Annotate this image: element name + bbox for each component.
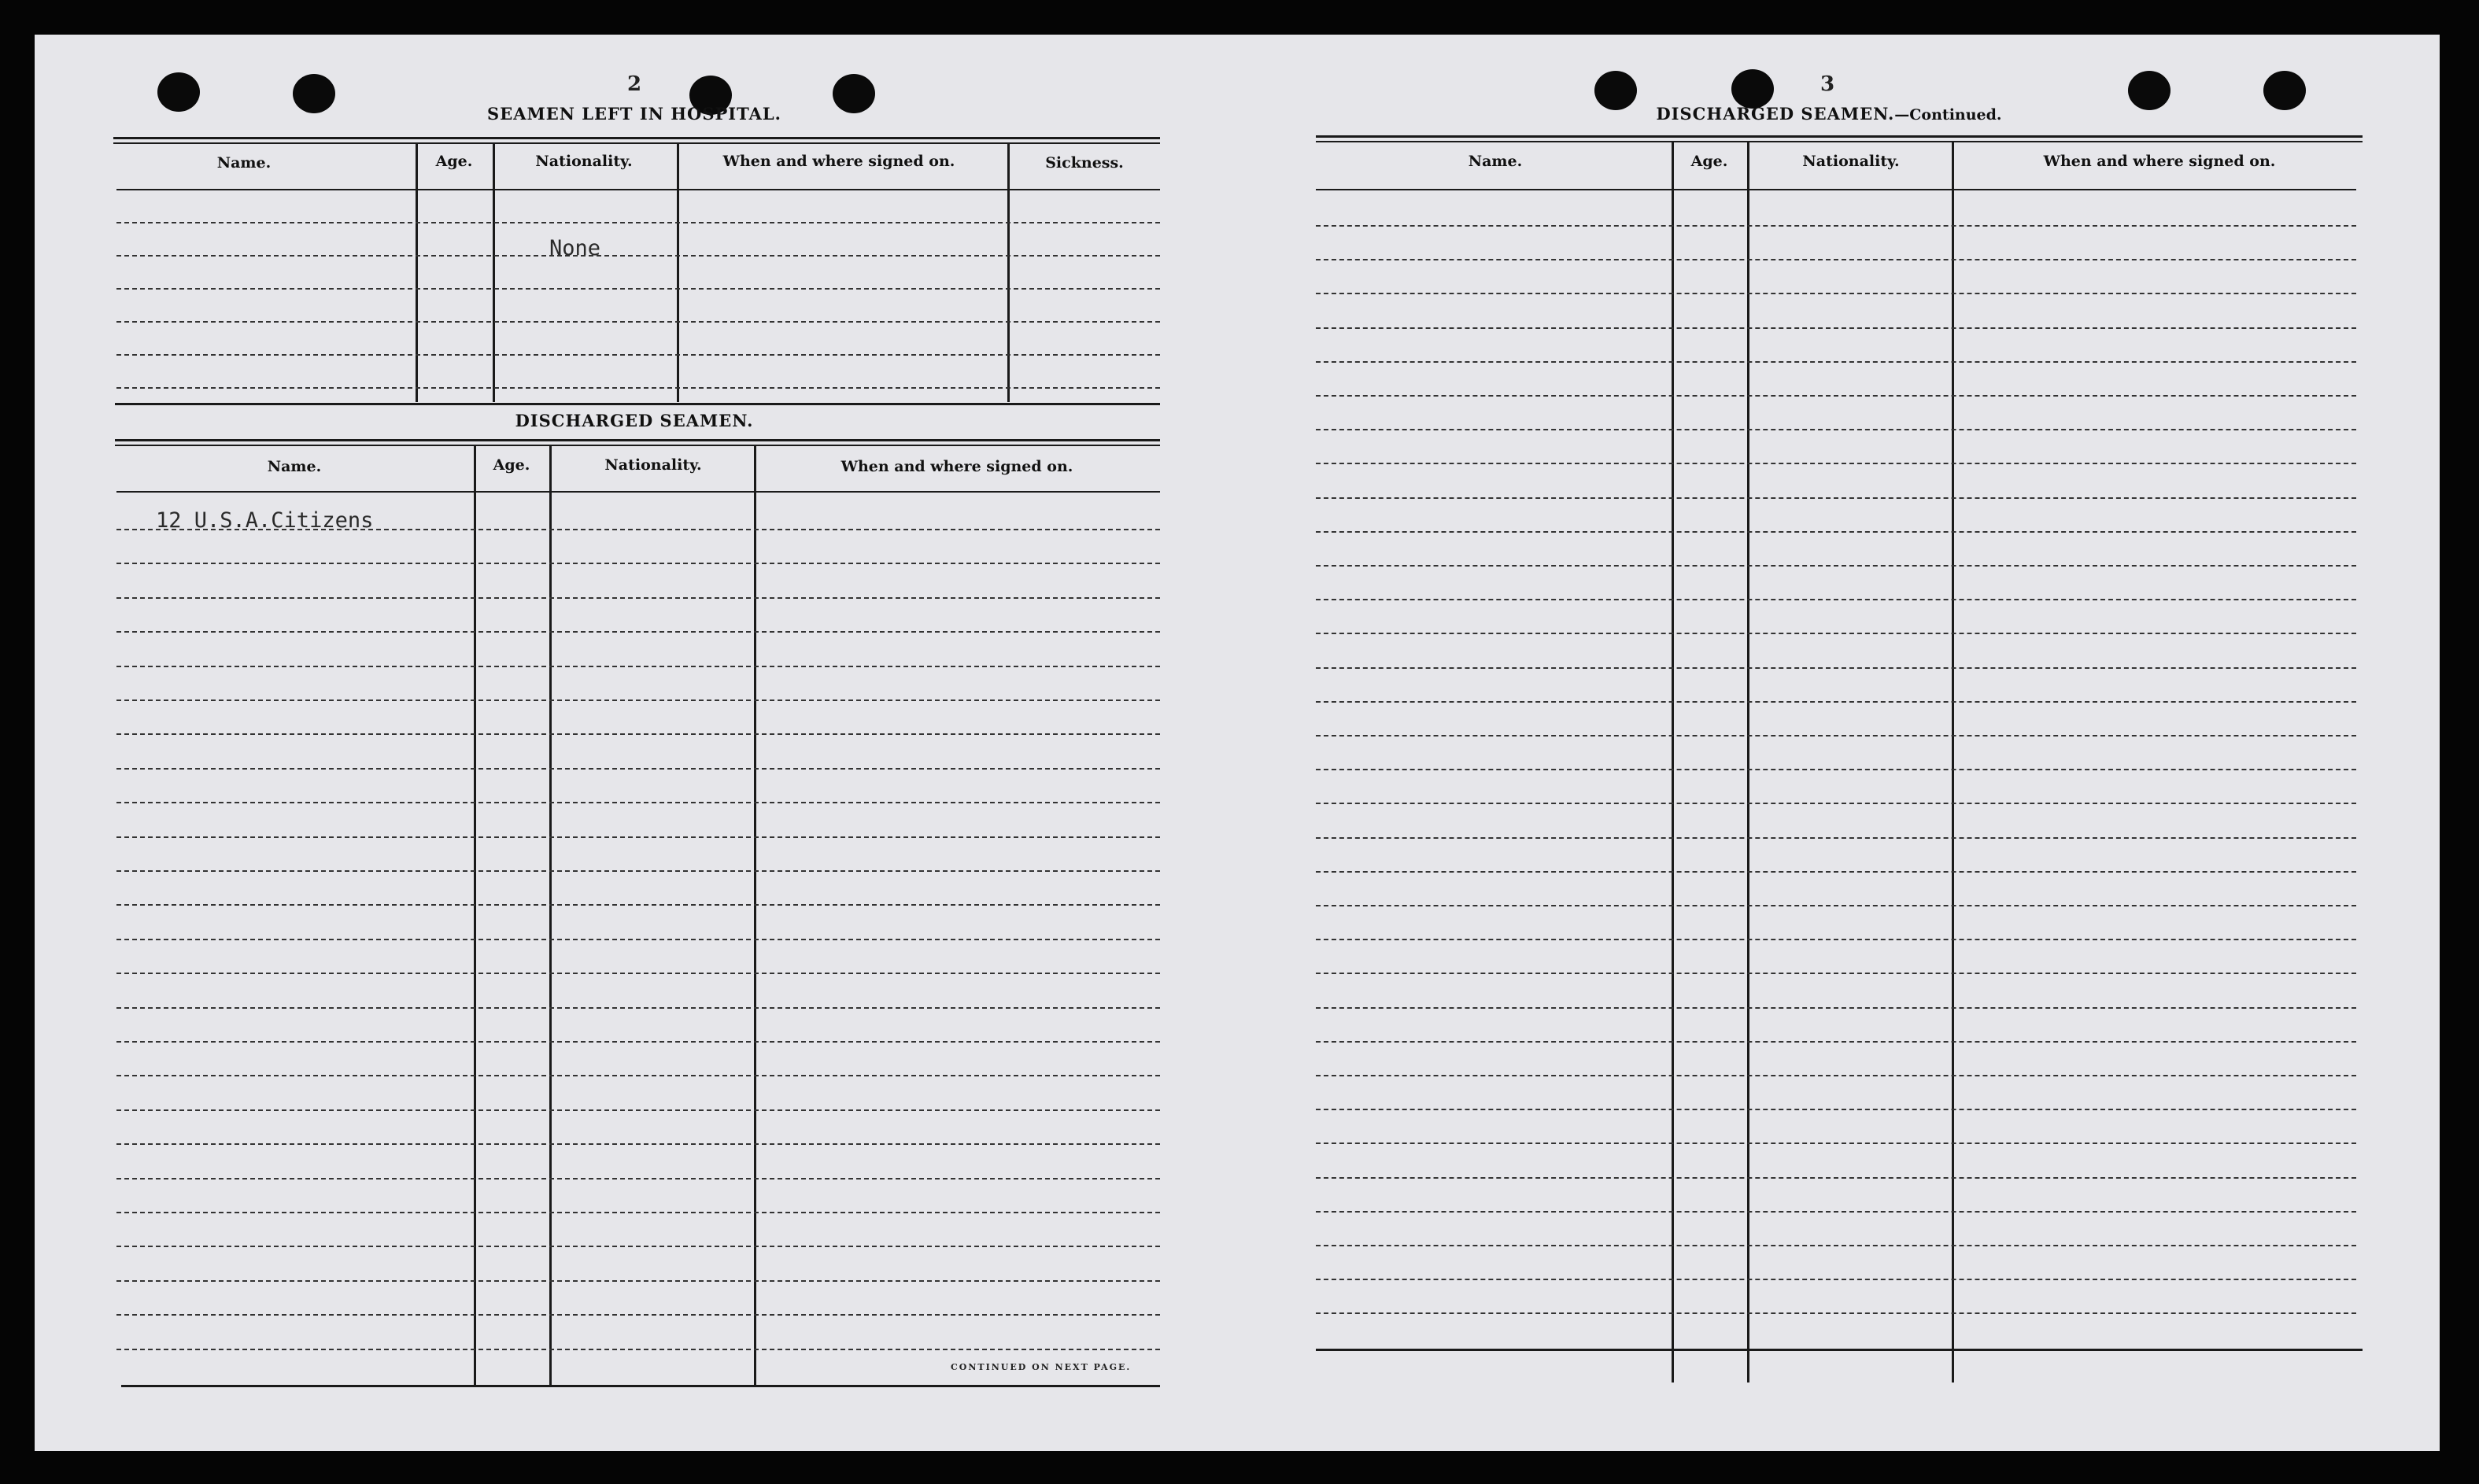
hospital-table-title: SEAMEN LEFT IN HOSPITAL. bbox=[487, 104, 781, 124]
discharged-col-divider bbox=[549, 446, 552, 1386]
right-header-rule bbox=[1316, 189, 2356, 190]
ledger-row-line bbox=[116, 1280, 1160, 1282]
punch-hole bbox=[1731, 69, 1774, 109]
page-number-right: 3 bbox=[1820, 72, 1835, 96]
discharged-col-divider bbox=[754, 446, 756, 1386]
ledger-row-line bbox=[116, 1314, 1160, 1316]
ledger-row-line bbox=[1316, 327, 2356, 329]
hospital-table-bottom-rule bbox=[115, 403, 1160, 405]
ledger-row-line bbox=[1316, 361, 2356, 363]
discharged-continued-title bbox=[1656, 104, 2001, 124]
ledger-row-line bbox=[1316, 293, 2356, 294]
ledger-row-line bbox=[116, 597, 1160, 599]
ledger-row-line bbox=[116, 904, 1160, 906]
ledger-row-line bbox=[1316, 871, 2356, 873]
ledger-row-line bbox=[116, 1212, 1160, 1213]
right-col-name: Name. bbox=[1468, 153, 1523, 170]
ledger-row-line bbox=[1316, 565, 2356, 567]
hospital-col-nationality: Nationality. bbox=[535, 153, 633, 170]
hospital-table-top-rule bbox=[113, 142, 1160, 144]
ledger-row-line bbox=[1316, 905, 2356, 906]
hospital-col-age: Age. bbox=[435, 153, 473, 170]
ledger-row-line bbox=[116, 973, 1160, 974]
ledger-row-line bbox=[116, 1041, 1160, 1043]
discharged-table-top-rule bbox=[115, 439, 1160, 441]
ledger-row-line bbox=[116, 700, 1160, 701]
discharged-col-nationality: Nationality. bbox=[604, 456, 702, 474]
ledger-row-line bbox=[1316, 1245, 2356, 1246]
discharged-col-divider bbox=[474, 446, 476, 1386]
hospital-col-sickness: Sickness. bbox=[1045, 154, 1124, 172]
page-number-left: 2 bbox=[626, 72, 642, 96]
ledger-row-line bbox=[1316, 701, 2356, 703]
ledger-row-line bbox=[116, 1109, 1160, 1111]
discharged-continued-title-main: DISCHARGED SEAMEN. bbox=[1656, 104, 1895, 124]
discharged-table-bottom-rule bbox=[121, 1385, 1160, 1387]
right-table-top-rule bbox=[1316, 141, 2363, 142]
ledger-row-line bbox=[1316, 429, 2356, 430]
ledger-row-line bbox=[116, 939, 1160, 940]
ledger-row-line bbox=[116, 768, 1160, 770]
ledger-row-line bbox=[1316, 837, 2356, 839]
ledger-row-line bbox=[1316, 735, 2356, 736]
discharged-header-rule bbox=[116, 491, 1160, 493]
hospital-col-divider bbox=[1007, 144, 1010, 402]
punch-hole bbox=[1594, 71, 1637, 110]
hospital-row-line bbox=[116, 288, 1160, 290]
hospital-entry-none: None bbox=[549, 236, 601, 260]
ledger-row-line bbox=[1316, 1211, 2356, 1213]
ledger-row-line bbox=[1316, 1143, 2356, 1144]
ledger-row-line bbox=[116, 631, 1160, 633]
hospital-col-name: Name. bbox=[216, 154, 272, 172]
hospital-col-signed-on: When and where signed on. bbox=[722, 153, 955, 170]
ledger-row-line bbox=[1316, 803, 2356, 804]
discharged-table-top-rule bbox=[115, 445, 1160, 446]
hospital-table-top-rule bbox=[113, 137, 1160, 139]
ledger-row-line bbox=[1316, 497, 2356, 499]
discharged-col-name: Name. bbox=[267, 458, 322, 475]
right-col-age: Age. bbox=[1690, 153, 1728, 170]
ledger-row-line bbox=[1316, 599, 2356, 600]
right-table-top-rule bbox=[1316, 135, 2363, 138]
ledger-row-line bbox=[1316, 1279, 2356, 1280]
hospital-row-line bbox=[116, 255, 1160, 257]
ledger-row-line bbox=[1316, 225, 2356, 227]
ledger-row-line bbox=[1316, 769, 2356, 770]
ledger-row-line bbox=[1316, 1109, 2356, 1110]
hospital-col-divider bbox=[416, 144, 418, 402]
hospital-row-line bbox=[116, 321, 1160, 323]
hospital-header-rule bbox=[116, 189, 1160, 190]
discharged-table-title: DISCHARGED SEAMEN. bbox=[515, 411, 754, 430]
ledger-row-line bbox=[116, 733, 1160, 735]
discharged-col-age: Age. bbox=[493, 456, 530, 474]
hospital-col-divider bbox=[493, 144, 495, 402]
ledger-row-line bbox=[116, 563, 1160, 564]
ledger-sheet bbox=[35, 35, 2440, 1451]
ledger-row-line bbox=[1316, 633, 2356, 634]
ledger-row-line bbox=[1316, 1312, 2356, 1314]
ledger-row-line bbox=[1316, 531, 2356, 533]
hospital-row-line bbox=[116, 354, 1160, 356]
right-table-bottom-rule bbox=[1316, 1349, 2363, 1351]
ledger-row-line bbox=[1316, 259, 2356, 260]
ledger-row-line bbox=[1316, 1177, 2356, 1179]
ledger-row-line bbox=[1316, 973, 2356, 974]
discharged-col-signed-on: When and where signed on. bbox=[840, 458, 1073, 475]
ledger-row-line bbox=[1316, 1075, 2356, 1076]
right-col-signed-on: When and where signed on. bbox=[2043, 153, 2276, 170]
ledger-row-line bbox=[116, 1349, 1160, 1350]
ledger-row-line bbox=[116, 1007, 1160, 1009]
ledger-row-line bbox=[116, 1178, 1160, 1179]
punch-hole bbox=[2128, 71, 2171, 110]
discharged-entry-citizens: 12 U.S.A.Citizens bbox=[156, 508, 374, 533]
ledger-row-line bbox=[1316, 1007, 2356, 1009]
ledger-row-line bbox=[116, 1075, 1160, 1076]
hospital-row-line bbox=[116, 222, 1160, 223]
ledger-row-line bbox=[116, 1246, 1160, 1247]
punch-hole bbox=[157, 72, 200, 112]
ledger-row-line bbox=[116, 666, 1160, 667]
continued-footer: CONTINUED ON NEXT PAGE. bbox=[951, 1362, 1132, 1372]
ledger-row-line bbox=[1316, 939, 2356, 940]
right-col-nationality: Nationality. bbox=[1802, 153, 1900, 170]
ledger-row-line bbox=[116, 529, 1160, 530]
ledger-row-line bbox=[1316, 463, 2356, 464]
punch-hole bbox=[293, 74, 335, 113]
ledger-row-line bbox=[116, 1143, 1160, 1145]
discharged-continued-title-suffix: —Continued. bbox=[1894, 106, 2002, 124]
ledger-row-line bbox=[116, 836, 1160, 838]
ledger-row-line bbox=[116, 870, 1160, 872]
hospital-row-line bbox=[116, 387, 1160, 389]
punch-hole bbox=[833, 74, 875, 113]
hospital-col-divider bbox=[677, 144, 679, 402]
ledger-row-line bbox=[1316, 1041, 2356, 1043]
ledger-row-line bbox=[116, 802, 1160, 803]
ledger-row-line bbox=[1316, 667, 2356, 669]
punch-hole bbox=[2263, 71, 2306, 110]
ledger-row-line bbox=[1316, 395, 2356, 397]
